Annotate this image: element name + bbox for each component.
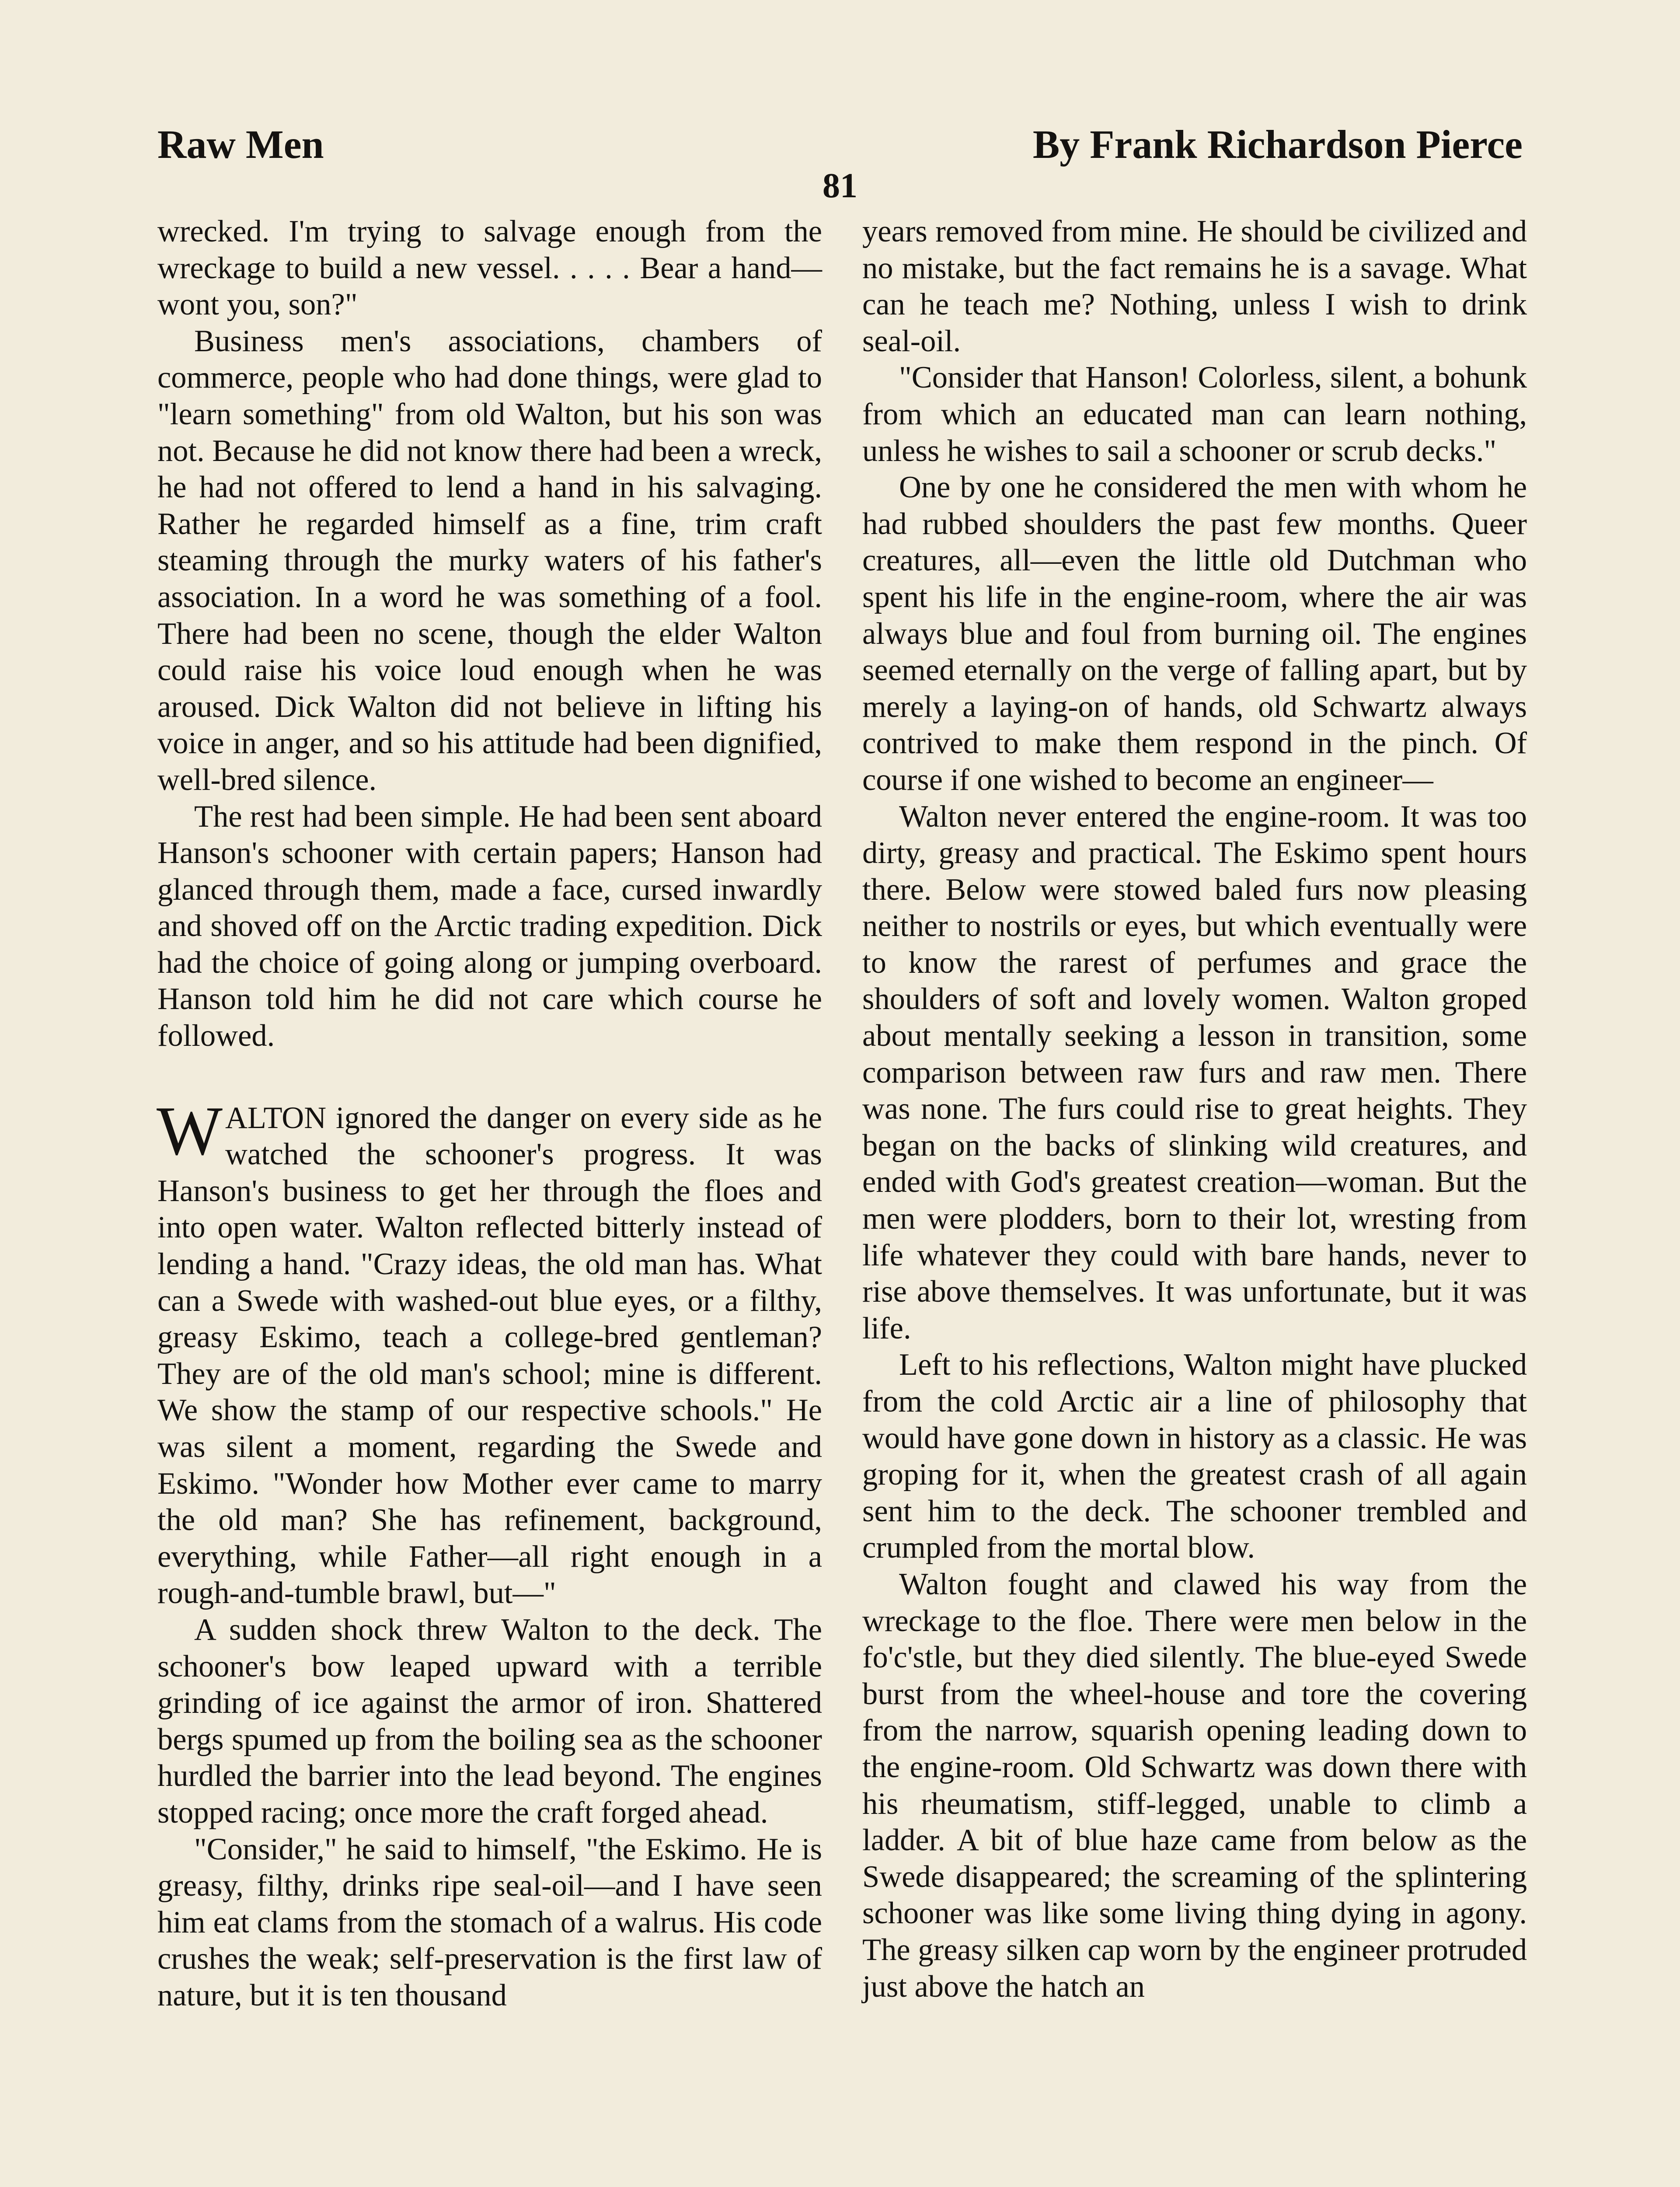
paragraph: One by one he considered the men with whom he had rubbed shoulders the past few months. Queer creatures, all—even the little old Dutchman who spent his life in the engine-room, where the air was always blue and foul from burning oil. The engines seemed eternally on the verge of falling apart, but by merely a laying-on of hands, old Schwartz always contrived to make them respond in the pinch. Of course if one wished to become an engineer—	[862, 470, 1527, 797]
story-title: Raw Men	[157, 122, 324, 167]
drop-cap: W	[157, 1091, 223, 1170]
paragraph: A sudden shock threw Walton to the deck. The schooner's bow leaped upward with a terrible grinding of ice against the armor of iron. Shattered bergs spumed up from the boiling sea as the schooner hurdled the barrier into the lead beyond. The engines stopped racing; once more the craft forged ahead.	[157, 1612, 822, 1830]
paragraph-text: ALTON ignored the danger on every side as he watched the schooner's progress. It was Hanson's business to get her through the floes and into open water. Walton reflected bitterly instead of lending a hand. "Crazy ideas, the old man has. What can a Swede with washed-out blue eyes, or a filthy, greasy Eskimo, teach a college-bred gentleman? They are of the old man's school; mine is different. We show the stamp of our respective schools." He was silent a moment, regarding the Swede and Eskimo. "Wonder how Mother ever came to marry the old man? She has refinement, background, everything, while Father—all right enough in a rough-and-tumble brawl, but—"	[157, 1100, 822, 1611]
paragraph: Walton never entered the engine-room. It was too dirty, greasy and practical. The Eskimo spent hours there. Below were stowed baled furs now pleasing neither to nostrils or eyes, but which eventually were to know the rarest of perfumes and grace the shoulders of soft and lovely women. Walton groped about mentally seeking a lesson in transition, some comparison between raw furs and raw men. There was none. The furs could rise to great heights. They began on the backs of slinking wild creatures, and ended with God's greatest creation—woman. But the men were plodders, born to their lot, wresting from life whatever they could with bare hands, never to rise above themselves. It was unfortunate, but it was life.	[862, 799, 1527, 1345]
paragraph: wrecked. I'm trying to salvage enough from the wreckage to build a new vessel. . . . . Bear a hand—wont you, son?"	[157, 214, 822, 322]
paragraph: Walton fought and clawed his way from the wreckage to the floe. There were men below in the fo'c'stle, but they died silently. The blue-eyed Swede burst from the wheel-house and tore the covering from the narrow, squarish opening leading down to the engine-room. Old Schwartz was down there with his rheumatism, stiff-legged, unable to climb a ladder. A bit of blue haze came from below as the Swede disappeared; the screaming of the splintering schooner was like some living thing dying in agony. The greasy silken cap worn by the engineer protruded just above the hatch an	[862, 1567, 1527, 2004]
right-column	[862, 213, 1527, 2005]
paragraph: The rest had been simple. He had been sent aboard Hanson's schooner with certain papers; Hanson had glanced through them, made a face, cursed inwardly and shoved off on the Arctic trading expedition. Dick had the choice of going along or jumping overboard. Hanson told him he did not care which course he followed.	[157, 799, 822, 1053]
paragraph: years removed from mine. He should be civilized and no mistake, but the fact remains he is a savage. What can he teach me? Nothing, unless I wish to drink seal-oil.	[862, 214, 1527, 358]
paragraph: "Consider that Hanson! Colorless, silent, a bohunk from which an educated man can learn nothing, unless he wishes to sail a schooner or scrub decks."	[862, 360, 1527, 468]
paragraph: "Consider," he said to himself, "the Eskimo. He is greasy, filthy, drinks ripe seal-oil—and I have seen him eat clams from the stomach of a walrus. His code crushes the weak; self-preservation is the first law of nature, but it is ten thousand	[157, 1832, 822, 2012]
section-paragraph	[157, 1091, 822, 1612]
left-column	[157, 213, 822, 2014]
page-number: 81	[823, 167, 857, 205]
byline: By Frank Richardson Pierce	[1032, 122, 1523, 167]
paragraph: Business men's associations, chambers of commerce, people who had done things, were glad to "learn something" from old Walton, but his son was not. Because he did not know there had been a wreck, he had not offered to lend a hand in his salvaging. Rather he regarded himself as a fine, trim craft steaming through the murky waters of his father's association. In a word he was something of a fool. There had been no scene, though the elder Walton could raise his voice loud enough when he was aroused. Dick Walton did not believe in lifting his voice in anger, and so his attitude had been dignified, well-bred silence.	[157, 324, 822, 797]
paragraph: Left to his reflections, Walton might have plucked from the cold Arctic air a line of philosophy that would have gone down in history as a classic. He was groping for it, when the greatest crash of all again sent him to the deck. The schooner trembled and crumpled from the mortal blow.	[862, 1348, 1527, 1565]
